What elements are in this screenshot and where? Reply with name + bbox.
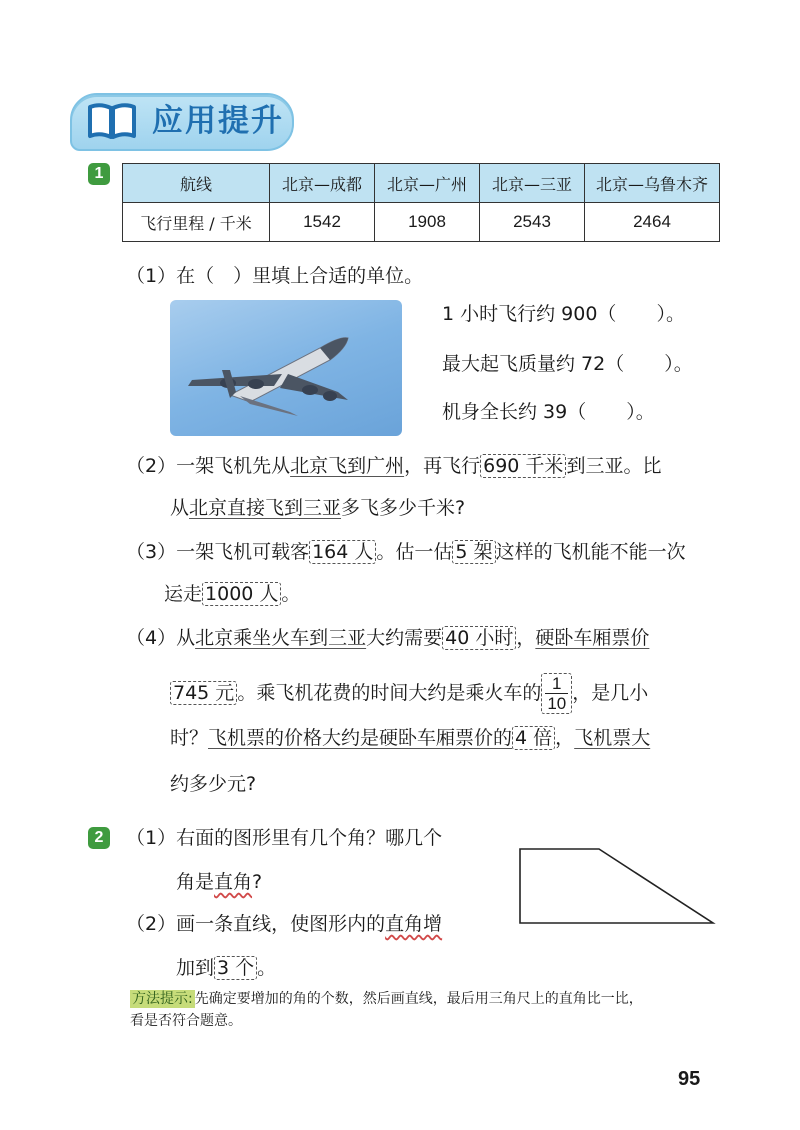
table-cell-route: 北京—成都 xyxy=(270,164,375,203)
underlined-text: 飞机票的价格大约是硬卧车厢票价的 xyxy=(208,727,513,749)
table-cell-distance: 2543 xyxy=(480,203,585,242)
q1-part4-line1 xyxy=(126,624,649,652)
underlined-text: 北京直接飞到三亚 xyxy=(189,497,342,519)
text: 。乘飞机花费的时间大约是乘火车的 xyxy=(237,682,542,704)
q2-part2-line2 xyxy=(176,954,276,982)
unit-question-text: 最大起飞质量约 72（ xyxy=(442,353,625,375)
unit-question-text: ）。 xyxy=(626,401,655,423)
table-header-route: 航线 xyxy=(123,164,270,203)
text: 约多少元? xyxy=(170,773,257,795)
unit-question-2 xyxy=(442,350,693,378)
q1-part3-line2 xyxy=(164,580,300,608)
text: （2）一架飞机先从 xyxy=(126,455,291,477)
text: 多飞多少千米? xyxy=(341,497,466,519)
key-number: 745 元 xyxy=(170,681,237,705)
text: 运走 xyxy=(164,583,203,605)
q1-part2-line1 xyxy=(126,452,661,480)
key-number: 40 小时 xyxy=(442,626,516,650)
method-tip-line1 xyxy=(130,988,643,1010)
fraction-denominator: 10 xyxy=(547,694,567,713)
q1-part3-line1 xyxy=(126,538,686,566)
table-cell-distance: 1542 xyxy=(270,203,375,242)
text: 。估一估 xyxy=(376,541,453,563)
tip-text: 先确定要增加的角的个数，然后画直线，最后用三角尺上的直角比一比， xyxy=(194,991,643,1007)
table-header-distance: 飞行里程 / 千米 xyxy=(123,203,270,242)
table-cell-route: 北京—广州 xyxy=(375,164,480,203)
section-title: 应用提升 xyxy=(152,103,284,139)
key-number: 3 个 xyxy=(214,956,257,980)
text: （3）一架飞机可载客 xyxy=(126,541,310,563)
underlined-text: 飞机票大 xyxy=(574,727,651,749)
text: 大约需要 xyxy=(366,627,443,649)
q1-part4-line2 xyxy=(170,670,648,716)
text: 这样的飞机能不能一次 xyxy=(495,541,686,563)
text: ， xyxy=(516,627,536,649)
table-cell-route: 北京—三亚 xyxy=(480,164,585,203)
key-number: 164 人 xyxy=(309,540,376,564)
q2-part1-line1: （1）右面的图形里有几个角？哪几个 xyxy=(126,827,443,849)
table-cell-distance: 2464 xyxy=(585,203,720,242)
emphasized-text: 直角 xyxy=(214,871,253,893)
question-number-badge: 1 xyxy=(88,163,110,185)
table-cell-distance: 1908 xyxy=(375,203,480,242)
text: （2）画一条直线，使图形内的 xyxy=(126,913,386,935)
unit-question-text: ）。 xyxy=(664,353,693,375)
text: 从 xyxy=(170,497,190,519)
tip-label: 方法提示: xyxy=(132,991,193,1007)
text: ，再飞行 xyxy=(404,455,481,477)
text: 。 xyxy=(281,583,301,605)
emphasized-text: 直角增 xyxy=(385,913,443,935)
unit-question-3 xyxy=(442,398,655,426)
airplane-photo xyxy=(170,300,402,436)
key-number: 690 千米 xyxy=(480,454,566,478)
key-number: 1000 人 xyxy=(202,582,281,606)
fraction-numerator: 1 xyxy=(545,674,568,694)
q2-part1-line2 xyxy=(176,868,262,896)
unit-question-text: 1 小时飞行约 900（ xyxy=(442,303,617,325)
underlined-text: 北京乘坐火车到三亚 xyxy=(195,627,367,649)
underlined-text: 硬卧车厢票价 xyxy=(535,627,650,649)
text: 。 xyxy=(257,957,277,979)
q1-part4-line4 xyxy=(170,770,256,798)
page-number: 95 xyxy=(678,1068,701,1090)
trapezoid-figure xyxy=(515,843,720,928)
text: 时？ xyxy=(170,727,209,749)
q1-part2-line2 xyxy=(170,494,465,522)
question-number-badge: 2 xyxy=(88,827,110,849)
q2-part2-line1 xyxy=(126,910,442,938)
key-number: 5 架 xyxy=(452,540,495,564)
method-tip-line2: 看是否符合题意。 xyxy=(130,1013,242,1029)
text: 加到 xyxy=(176,957,215,979)
fraction xyxy=(541,673,572,714)
unit-question-text: 机身全长约 39（ xyxy=(442,401,587,423)
underlined-text: 北京飞到广州 xyxy=(290,455,405,477)
text: （4）从 xyxy=(126,627,196,649)
q1-part1-prompt: （1）在（ ）里填上合适的单位。 xyxy=(126,265,424,287)
text: ，是几小 xyxy=(572,682,649,704)
airplane-icon xyxy=(170,300,402,436)
text: 角是 xyxy=(176,871,215,893)
q1-part4-line3 xyxy=(170,724,650,752)
text: 到三亚。比 xyxy=(566,455,662,477)
routes-table xyxy=(122,163,720,242)
text: ， xyxy=(555,727,575,749)
open-book-icon xyxy=(86,101,138,141)
unit-question-text: ）。 xyxy=(656,303,685,325)
table-cell-route: 北京—乌鲁木齐 xyxy=(585,164,720,203)
key-number: 4 倍 xyxy=(512,726,555,750)
unit-question-1 xyxy=(442,300,685,328)
text: ? xyxy=(252,871,263,893)
